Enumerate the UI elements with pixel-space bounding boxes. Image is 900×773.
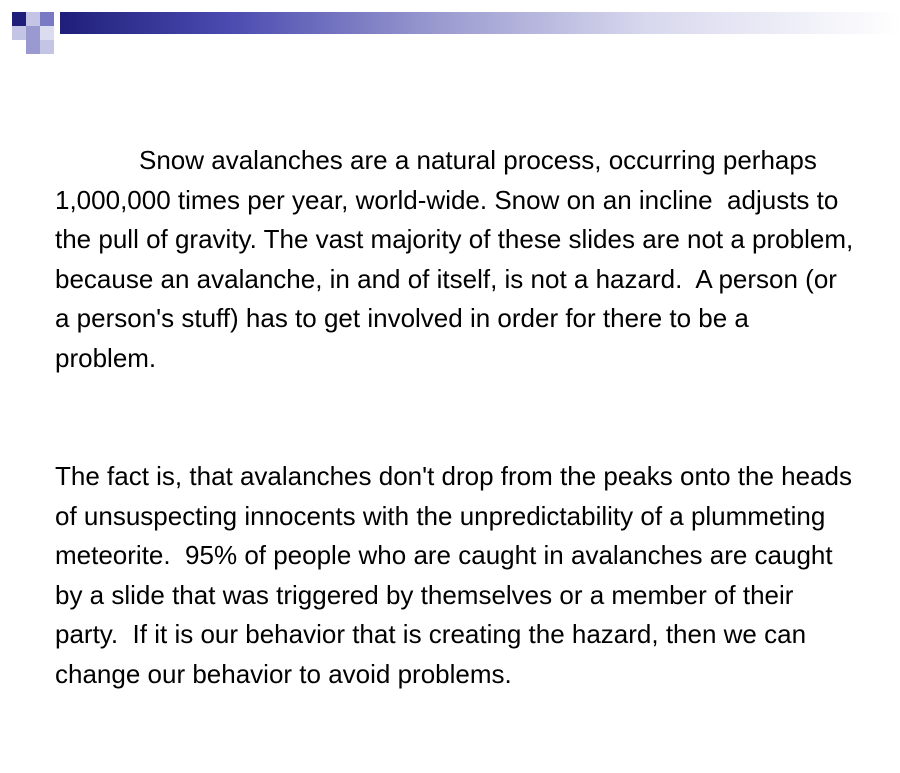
- decor-square-mid: [40, 12, 54, 26]
- decor-square-mid: [26, 26, 40, 40]
- decor-square-light: [40, 26, 54, 40]
- paragraph-2: [55, 457, 860, 694]
- paragraph-2-text: The fact is, that avalanches don't drop from the peaks onto the heads of unsuspecting innocents with the unpredictability of a plummeting meteorite. 95% of people who are caught in avalanches are caught by a slide that was triggered by themselves or a member of their party. If it is our behavior that is creating the hazard, then we can change our behavior to avoid problems.: [55, 461, 860, 689]
- header-gradient-bar: [60, 12, 900, 34]
- body-text: [55, 62, 861, 773]
- decor-square-dark: [12, 12, 26, 26]
- header-decoration: [0, 0, 900, 60]
- decor-square-mid: [26, 40, 40, 54]
- paragraph-1: [55, 141, 861, 378]
- decor-square-light: [40, 40, 54, 54]
- decor-square-light: [12, 26, 26, 40]
- paragraph-1-text: Snow avalanches are a natural process, occurring perhaps 1,000,000 times per year, world-wide. Snow on an incline adjusts to the pull of gravity. The vast majority of these slides are not a problem, because an avalanche, in and of itself, is not a hazard. A person (or a person's stuff) has to get involved in order for there to be a problem.: [55, 145, 861, 373]
- decor-square-light: [26, 12, 40, 26]
